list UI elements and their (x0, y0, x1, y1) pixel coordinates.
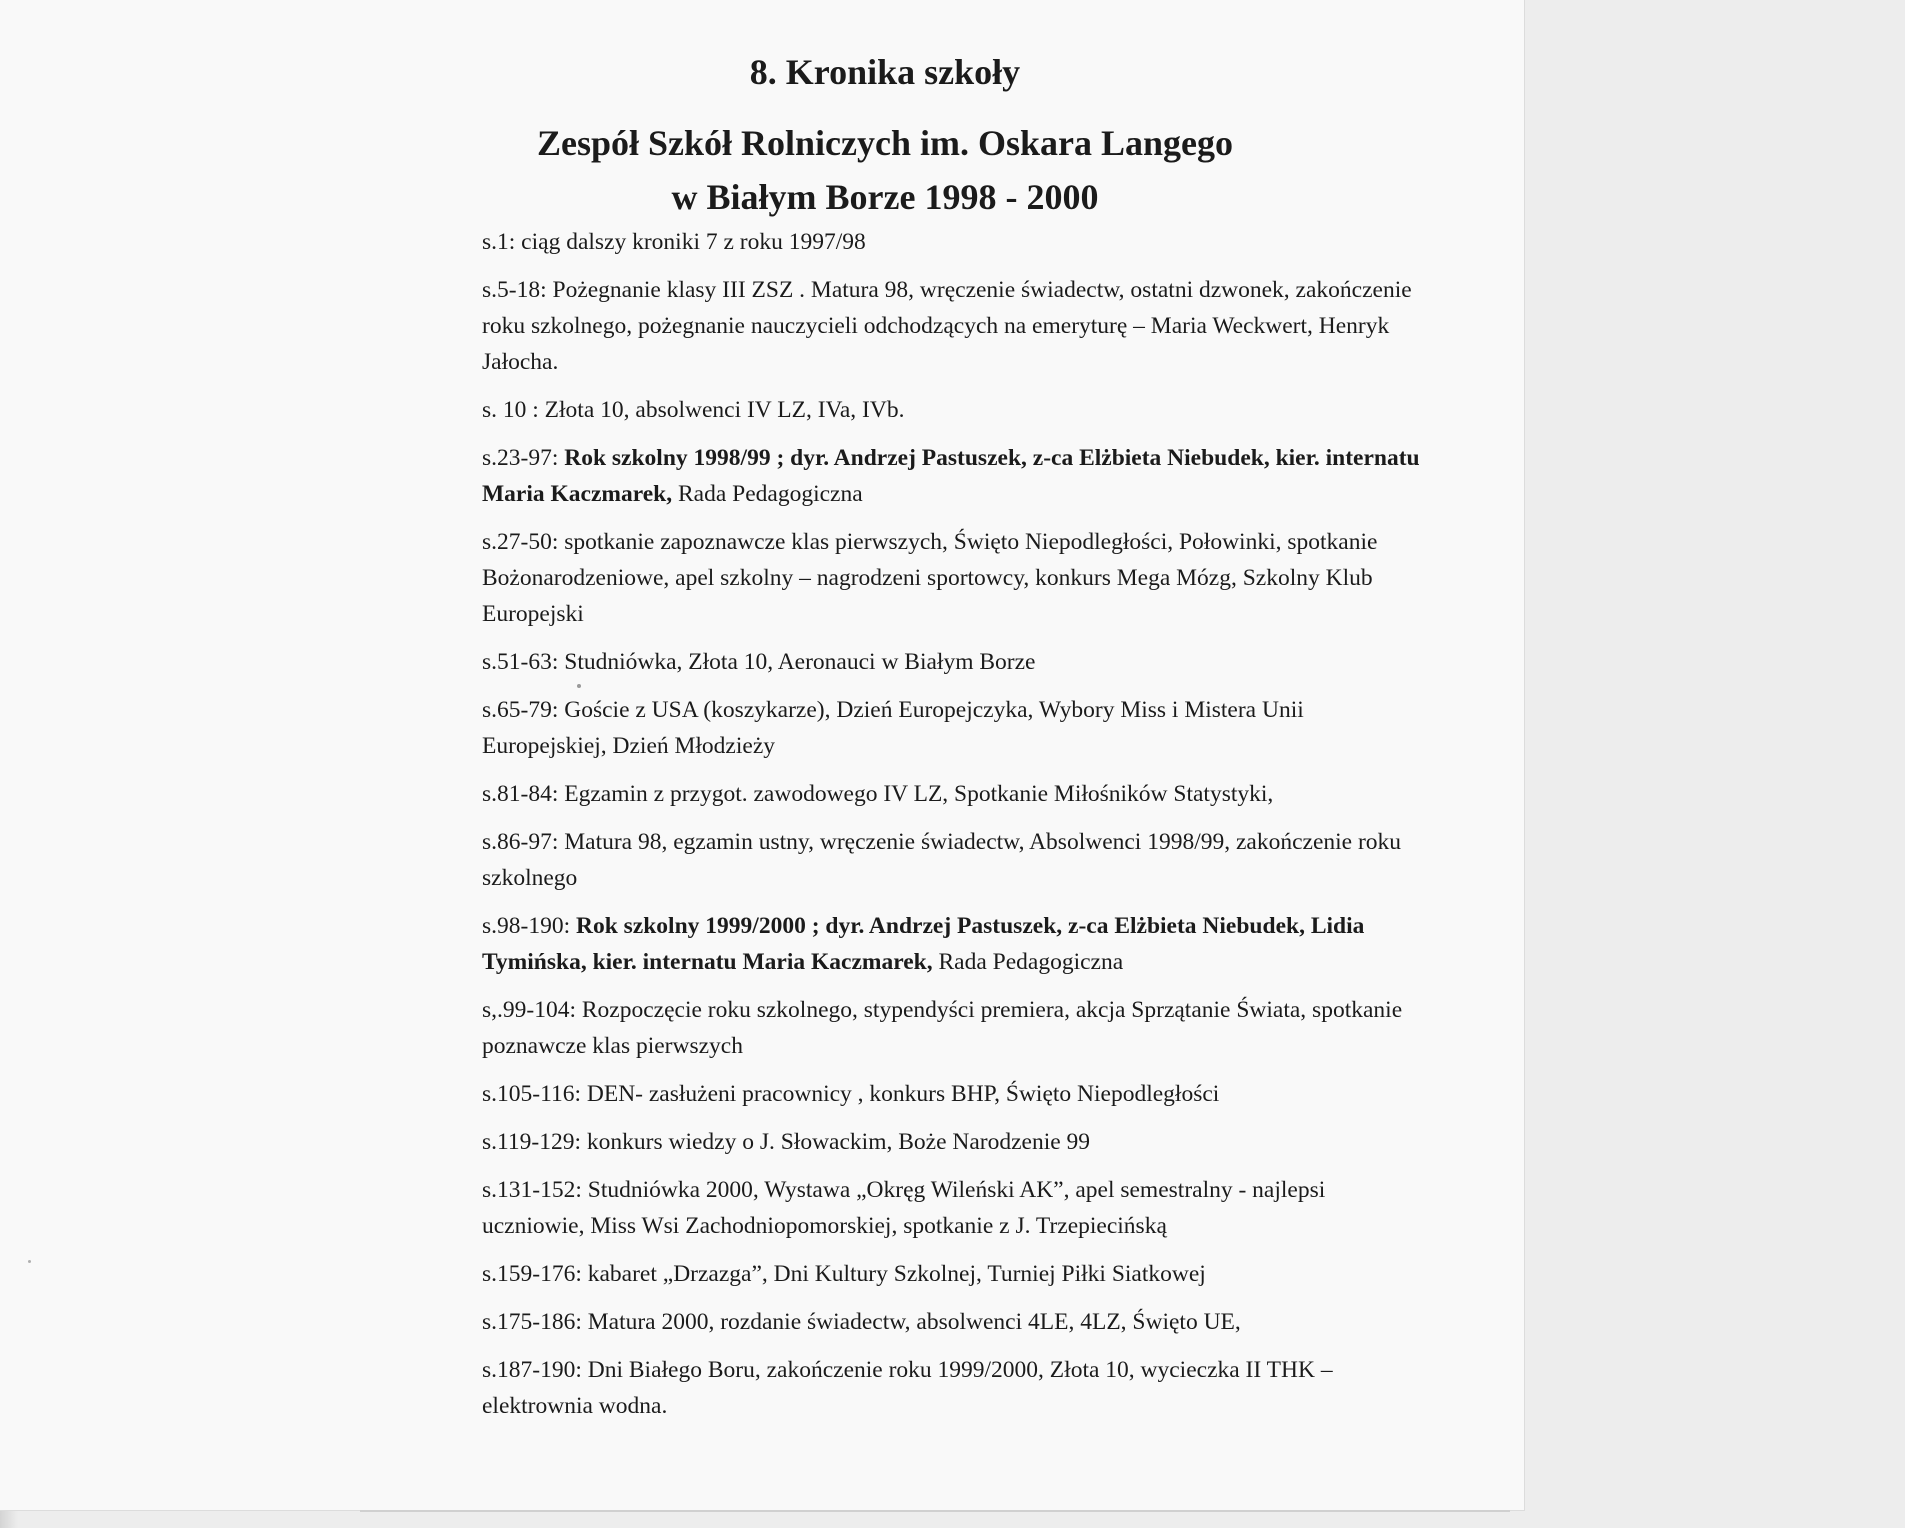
chronicle-entry: s.81-84: Egzamin z przygot. zawodowego IV LZ, Spotkanie Miłośników Statystyki, (482, 781, 1274, 807)
chronicle-entry: s.65-79: Goście z USA (koszykarze), Dzień Europejczyka, Wybory Miss i Mistera Unii Europejskiej, Dzień Młodzieży (482, 697, 1304, 759)
school-location-years: w Białym Borze 1998 - 2000 (671, 177, 1099, 217)
chronicle-entry: s.105-116: DEN- zasłużeni pracownicy , konkurs BHP, Święto Niepodległości (482, 1081, 1220, 1107)
chronicle-entry: s. 10 : Złota 10, absolwenci IV LZ, IVa, IVb. (482, 397, 905, 423)
chronicle-entry: s.51-63: Studniówka, Złota 10, Aeronauci w Białym Borze (482, 649, 1036, 675)
chronicle-entry: s.5-18: Pożegnanie klasy III ZSZ . Matura 98, wręczenie świadectw, ostatni dzwonek, zakończenie roku szkolnego, pożegnanie nauczycieli odchodzących na emeryturę – Maria Weckwert, Henryk Jałocha. (482, 277, 1412, 375)
chronicle-entry: s.86-97: Matura 98, egzamin ustny, wręczenie świadectw, Absolwenci 1998/99, zakończenie roku szkolnego (482, 829, 1402, 891)
school-name: Zespół Szkół Rolniczych im. Oskara Langego (536, 123, 1234, 163)
chronicle-entry-school-year-1998: s.23-97: Rok szkolny 1998/99 ; dyr. Andrzej Pastuszek, z-ca Elżbieta Niebudek, kier. internatu Maria Kaczmarek, Rada Pedagogiczna (482, 445, 1420, 507)
chronicle-entry-school-year-1999: s.98-190: Rok szkolny 1999/2000 ; dyr. Andrzej Pastuszek, z-ca Elżbieta Niebudek, Lidia Tymińska, kier. internatu Maria Kaczmarek, Rada Pedagogiczna (482, 913, 1365, 975)
page-bottom-edge (360, 1510, 1510, 1512)
chronicle-entry: s.159-176: kabaret „Drzazga”, Dni Kultury Szkolnej, Turniej Piłki Siatkowej (482, 1261, 1206, 1287)
chronicle-entry: s.175-186: Matura 2000, rozdanie świadectw, absolwenci 4LE, 4LZ, Święto UE, (482, 1309, 1241, 1335)
scan-speck (28, 1260, 31, 1263)
chronicle-entry: s,.99-104: Rozpoczęcie roku szkolnego, stypendyści premiera, akcja Sprzątanie Świata, spotkanie poznawcze klas pierwszych (482, 997, 1403, 1059)
scan-speck (577, 684, 581, 688)
chronicle-entry: s.1: ciąg dalszy kroniki 7 z roku 1997/98 (482, 229, 866, 255)
chronicle-entry: s.187-190: Dni Białego Boru, zakończenie roku 1999/2000, Złota 10, wycieczka II THK – elektrownia wodna. (482, 1357, 1333, 1419)
chronicle-entry: s.131-152: Studniówka 2000, Wystawa „Okręg Wileński AK”, apel semestralny - najlepsi uczniowie, Miss Wsi Zachodniopomorskiej, spotkanie z J. Trzepiecińską (482, 1177, 1326, 1239)
school-heading (0, 116, 1770, 224)
chronicle-entries (482, 224, 1422, 1436)
document-title: 8. Kronika szkoły (749, 52, 1021, 92)
chronicle-entry: s.27-50: spotkanie zapoznawcze klas pierwszych, Święto Niepodległości, Połowinki, spotkanie Bożonarodzeniowe, apel szkolny – nagrodzeni sportowcy, konkurs Mega Mózg, Szkolny Klub Europejski (482, 529, 1378, 627)
chronicle-entry: s.119-129: konkurs wiedzy o J. Słowackim, Boże Narodzenie 99 (482, 1129, 1091, 1155)
